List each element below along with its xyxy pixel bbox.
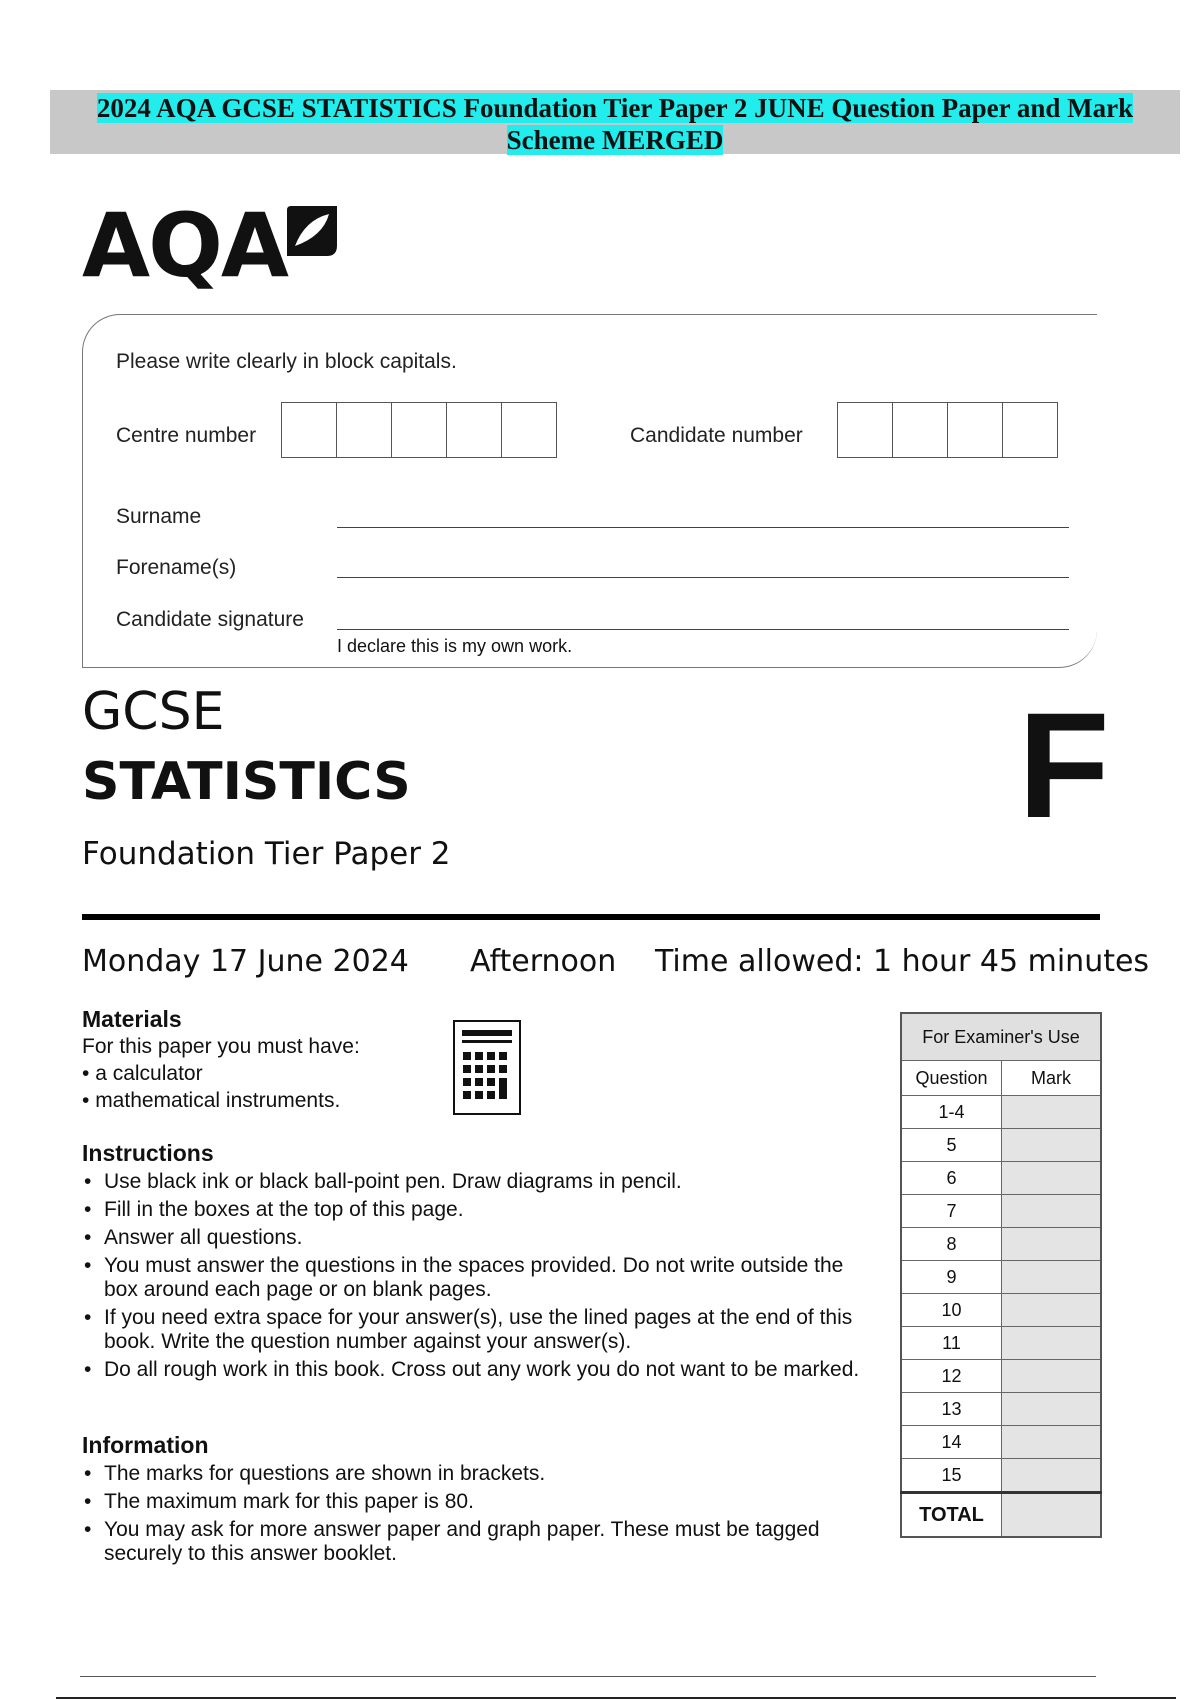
signature-field[interactable] — [337, 629, 1069, 630]
candidate-number-cell[interactable] — [1002, 402, 1058, 458]
tier-letter: F — [1018, 681, 1110, 849]
examiner-table-row — [901, 1360, 1101, 1393]
materials-item: • a calculator — [82, 1062, 203, 1085]
examiner-table-row — [901, 1129, 1101, 1162]
examiner-table-row — [901, 1294, 1101, 1327]
question-number: 7 — [901, 1195, 1002, 1228]
question-number: 13 — [901, 1393, 1002, 1426]
centre-number-cell[interactable] — [281, 402, 337, 458]
information-item: • The marks for questions are shown in brackets. — [82, 1462, 872, 1486]
forename-label: Forename(s) — [116, 556, 237, 579]
examiner-total-row — [901, 1493, 1101, 1538]
examiner-table-heading: For Examiner's Use — [901, 1013, 1101, 1061]
forename-field[interactable] — [337, 577, 1069, 578]
instruction-item: • Do all rough work in this book. Cross out any work you do not want to be marked. — [82, 1358, 872, 1382]
question-number: 1-4 — [901, 1096, 1002, 1129]
materials-item-text: a calculator — [95, 1062, 203, 1085]
question-number: 11 — [901, 1327, 1002, 1360]
information-item: • You may ask for more answer paper and graph paper. These must be tagged securely to this answer booklet. — [82, 1518, 872, 1566]
mark-cell — [1002, 1294, 1102, 1327]
candidate-number-cell[interactable] — [947, 402, 1003, 458]
signature-label: Candidate signature — [116, 608, 304, 631]
examiner-use-table — [900, 1012, 1102, 1538]
mark-cell — [1002, 1459, 1102, 1493]
block-capitals-instruction: Please write clearly in block capitals. — [116, 350, 457, 373]
instruction-item: • You must answer the questions in the spaces provided. Do not write outside the box around each page or on blank pages. — [82, 1254, 872, 1302]
materials-section — [82, 1006, 442, 1114]
time-allowed: Time allowed: 1 hour 45 minutes — [655, 944, 1150, 979]
question-number: 9 — [901, 1261, 1002, 1294]
mark-cell — [1002, 1195, 1102, 1228]
examiner-table-row — [901, 1162, 1101, 1195]
materials-item: • mathematical instruments. — [82, 1089, 341, 1112]
question-number: 15 — [901, 1459, 1002, 1493]
examiner-table-row — [901, 1096, 1101, 1129]
centre-number-cell[interactable] — [336, 402, 392, 458]
surname-field[interactable] — [337, 527, 1069, 528]
mark-cell — [1002, 1393, 1102, 1426]
mark-cell — [1002, 1228, 1102, 1261]
mark-column-header: Mark — [1002, 1061, 1102, 1096]
instructions-heading: Instructions — [82, 1140, 214, 1166]
question-number: 8 — [901, 1228, 1002, 1261]
instructions-section — [82, 1140, 872, 1386]
question-number: 5 — [901, 1129, 1002, 1162]
mark-cell — [1002, 1360, 1102, 1393]
banner-line-1: 2024 AQA GCSE STATISTICS Foundation Tier Paper 2 JUNE Question Paper and Mark — [96, 93, 1134, 123]
examiner-table-row — [901, 1426, 1101, 1459]
question-number: 10 — [901, 1294, 1002, 1327]
candidate-number-cell[interactable] — [892, 402, 948, 458]
information-heading: Information — [82, 1432, 209, 1458]
surname-label: Surname — [116, 505, 202, 528]
total-label: TOTAL — [901, 1493, 1002, 1538]
centre-number-cell[interactable] — [391, 402, 447, 458]
question-number: 6 — [901, 1162, 1002, 1195]
examiner-table-row — [901, 1228, 1101, 1261]
subject-title: STATISTICS — [82, 752, 411, 812]
title-divider — [82, 914, 1100, 920]
question-number: 14 — [901, 1426, 1002, 1459]
information-section — [82, 1432, 872, 1570]
mark-cell — [1002, 1129, 1102, 1162]
materials-item-text: mathematical instruments. — [95, 1089, 341, 1112]
examiner-table-row — [901, 1261, 1101, 1294]
mark-cell — [1002, 1426, 1102, 1459]
declaration-text: I declare this is my own work. — [337, 636, 573, 656]
mark-cell — [1002, 1096, 1102, 1129]
tier-paper-title: Foundation Tier Paper 2 — [82, 836, 451, 872]
candidate-number-label: Candidate number — [630, 424, 803, 447]
instruction-item: • If you need extra space for your answer(s), use the lined pages at the end of this book. Write the question number against your answer(s). — [82, 1306, 872, 1354]
instruction-item: • Use black ink or black ball-point pen. Draw diagrams in pencil. — [82, 1170, 872, 1194]
centre-number-cell[interactable] — [446, 402, 502, 458]
document-banner-title — [50, 92, 1180, 156]
examiner-table-row — [901, 1459, 1101, 1493]
mark-cell — [1002, 1162, 1102, 1195]
exam-date: Monday 17 June 2024 — [82, 944, 409, 979]
centre-number-cell[interactable] — [501, 402, 557, 458]
mark-cell — [1002, 1327, 1102, 1360]
examiner-table-row — [901, 1393, 1101, 1426]
candidate-number-field[interactable] — [838, 402, 1058, 458]
examiner-table-row — [901, 1327, 1101, 1360]
page-bottom-border — [56, 1697, 1176, 1699]
aqa-logo: AQA — [82, 194, 288, 297]
total-mark-cell — [1002, 1493, 1102, 1538]
aqa-logo-mark-icon — [283, 202, 341, 260]
candidate-number-cell[interactable] — [837, 402, 893, 458]
instruction-item: • Answer all questions. — [82, 1226, 872, 1250]
question-column-header: Question — [901, 1061, 1002, 1096]
centre-number-label: Centre number — [116, 424, 257, 447]
exam-session: Afternoon — [470, 944, 617, 979]
footer-divider — [80, 1676, 1096, 1677]
mark-cell — [1002, 1261, 1102, 1294]
banner-line-2: Scheme MERGED — [506, 125, 724, 155]
question-number: 12 — [901, 1360, 1002, 1393]
examiner-table-row — [901, 1195, 1101, 1228]
materials-intro: For this paper you must have: — [82, 1035, 360, 1058]
qualification-title: GCSE — [82, 682, 225, 742]
centre-number-field[interactable] — [282, 402, 557, 458]
materials-heading: Materials — [82, 1006, 182, 1032]
instruction-item: • Fill in the boxes at the top of this page. — [82, 1198, 872, 1222]
information-item: • The maximum mark for this paper is 80. — [82, 1490, 872, 1514]
calculator-icon — [453, 1020, 521, 1115]
